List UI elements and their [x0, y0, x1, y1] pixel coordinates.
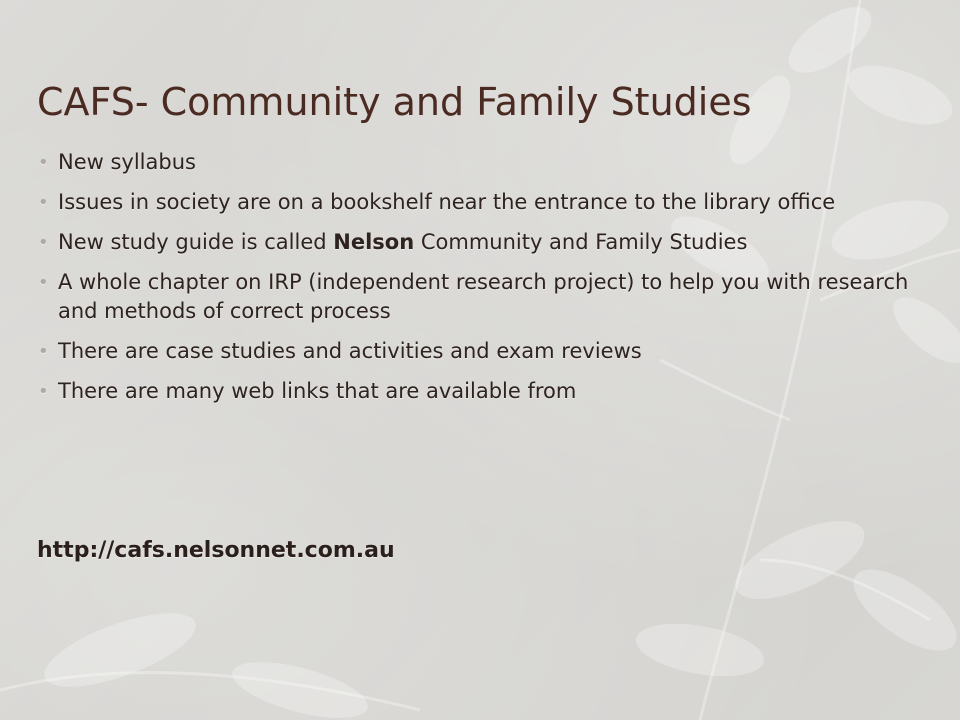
bullet-text: A whole chapter on IRP (independent research project) to help you with research and methods of correct process: [58, 270, 909, 323]
bullet-text-before: New study guide is called: [58, 230, 334, 254]
bullet-dot-icon: •: [38, 152, 49, 173]
bullet-dot-icon: •: [38, 341, 49, 362]
bullet-dot-icon: •: [38, 381, 49, 402]
bullet-text-bold: Nelson: [333, 230, 415, 254]
bullet-text: New syllabus: [58, 150, 196, 174]
bullet-text: There are many web links that are available from: [58, 379, 577, 403]
bullet-text: There are case studies and activities and exam reviews: [58, 339, 642, 363]
bullet-dot-icon: •: [38, 232, 49, 253]
bullet-dot-icon: •: [38, 192, 49, 213]
bullet-item: [37, 228, 917, 257]
bullet-list: [37, 148, 917, 417]
bullet-text-after: Community and Family Studies: [414, 230, 748, 254]
bullet-item: [37, 268, 917, 326]
bullet-dot-icon: •: [38, 272, 49, 293]
bullet-item: [37, 188, 917, 217]
bullet-text: Issues in society are on a bookshelf near the entrance to the library office: [58, 190, 836, 214]
website-link[interactable]: http://cafs.nelsonnet.com.au: [37, 538, 395, 563]
bullet-item: [37, 377, 917, 406]
bullet-item: [37, 337, 917, 366]
bullet-item: [37, 148, 917, 177]
slide-title: CAFS- Community and Family Studies: [37, 80, 752, 124]
